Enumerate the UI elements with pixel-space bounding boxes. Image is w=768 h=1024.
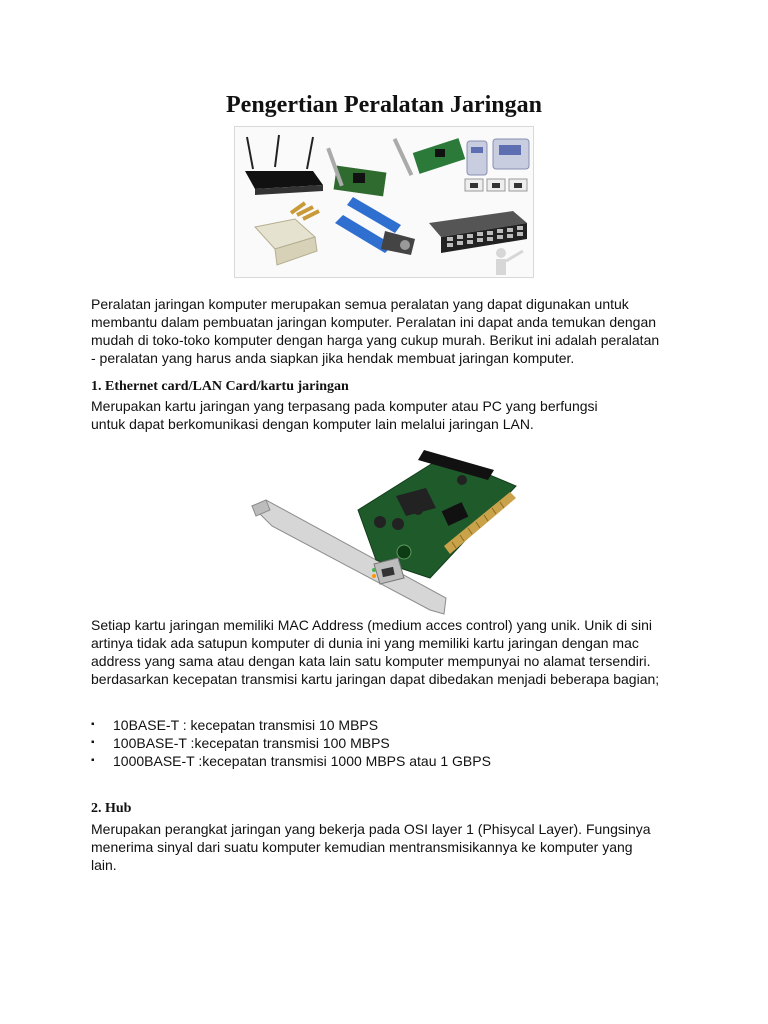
speed-bullet-list <box>91 716 491 770</box>
list-item: ▪ 100BASE-T :kecepatan transmisi 100 MBPS <box>91 735 390 751</box>
page-title: Pengertian Peralatan Jaringan <box>226 92 542 118</box>
network-equipment-collage <box>234 126 534 278</box>
section-heading-ethernet-card: 1. Ethernet card/LAN Card/kartu jaringan <box>91 379 349 394</box>
bullet-square-icon: ▪ <box>91 737 95 748</box>
bullet-square-icon: ▪ <box>91 719 95 730</box>
cable-tester-image <box>465 139 529 191</box>
crimping-tool-image <box>335 197 415 255</box>
network-switch-image <box>429 211 527 253</box>
ethernet-card-image <box>248 448 520 616</box>
nic-card-image <box>393 138 465 176</box>
hub-description: Merupakan perangkat jaringan yang bekerja pada OSI layer 1 (Phisycal Layer). Fungsinya menerima sinyal dari suatu komputer kemudian mentransmisikannya ke komputer yang lain. <box>91 821 651 873</box>
pci-card-image <box>326 148 386 197</box>
ethernet-card-description: Merupakan kartu jaringan yang terpasang pada komputer atau PC yang berfungsi untuk dapat berkomunikasi dengan komputer lain melalui jaringan LAN. <box>91 398 598 432</box>
bullet-square-icon: ▪ <box>91 755 95 766</box>
mac-address-paragraph: Setiap kartu jaringan memiliki MAC Address (medium acces control) yang unik. Unik di sini artinya tidak ada satupun komputer di dunia ini yang memiliki kartu jaringan dengan mac address yang sama atau dengan kata lain satu komputer mempunyai no alamat tersendiri. berdasarkan kecepatan transmisi kartu jaringan dapat dibedakan menjadi beberapa bagian; <box>91 617 660 687</box>
intro-paragraph: Peralatan jaringan komputer merupakan semua peralatan yang dapat digunakan untuk membantu dalam pembuatan jaringan komputer. Peralatan ini dapat anda temukan dengan mudah di toko-toko komputer dengan harga yang cukup murah. Berikut ini adalah peralatan - peralatan yang harus anda siapkan jika hendak membuat jaringan komputer. <box>91 296 660 366</box>
rj45-connector-image <box>255 203 319 265</box>
watermark-figure <box>496 248 523 275</box>
router-image <box>245 135 323 195</box>
list-item: ▪ 10BASE-T : kecepatan transmisi 10 MBPS <box>91 717 379 733</box>
list-item: ▪ 1000BASE-T :kecepatan transmisi 1000 MBPS atau 1 GBPS <box>91 753 491 769</box>
section-heading-hub: 2. Hub <box>91 801 132 816</box>
